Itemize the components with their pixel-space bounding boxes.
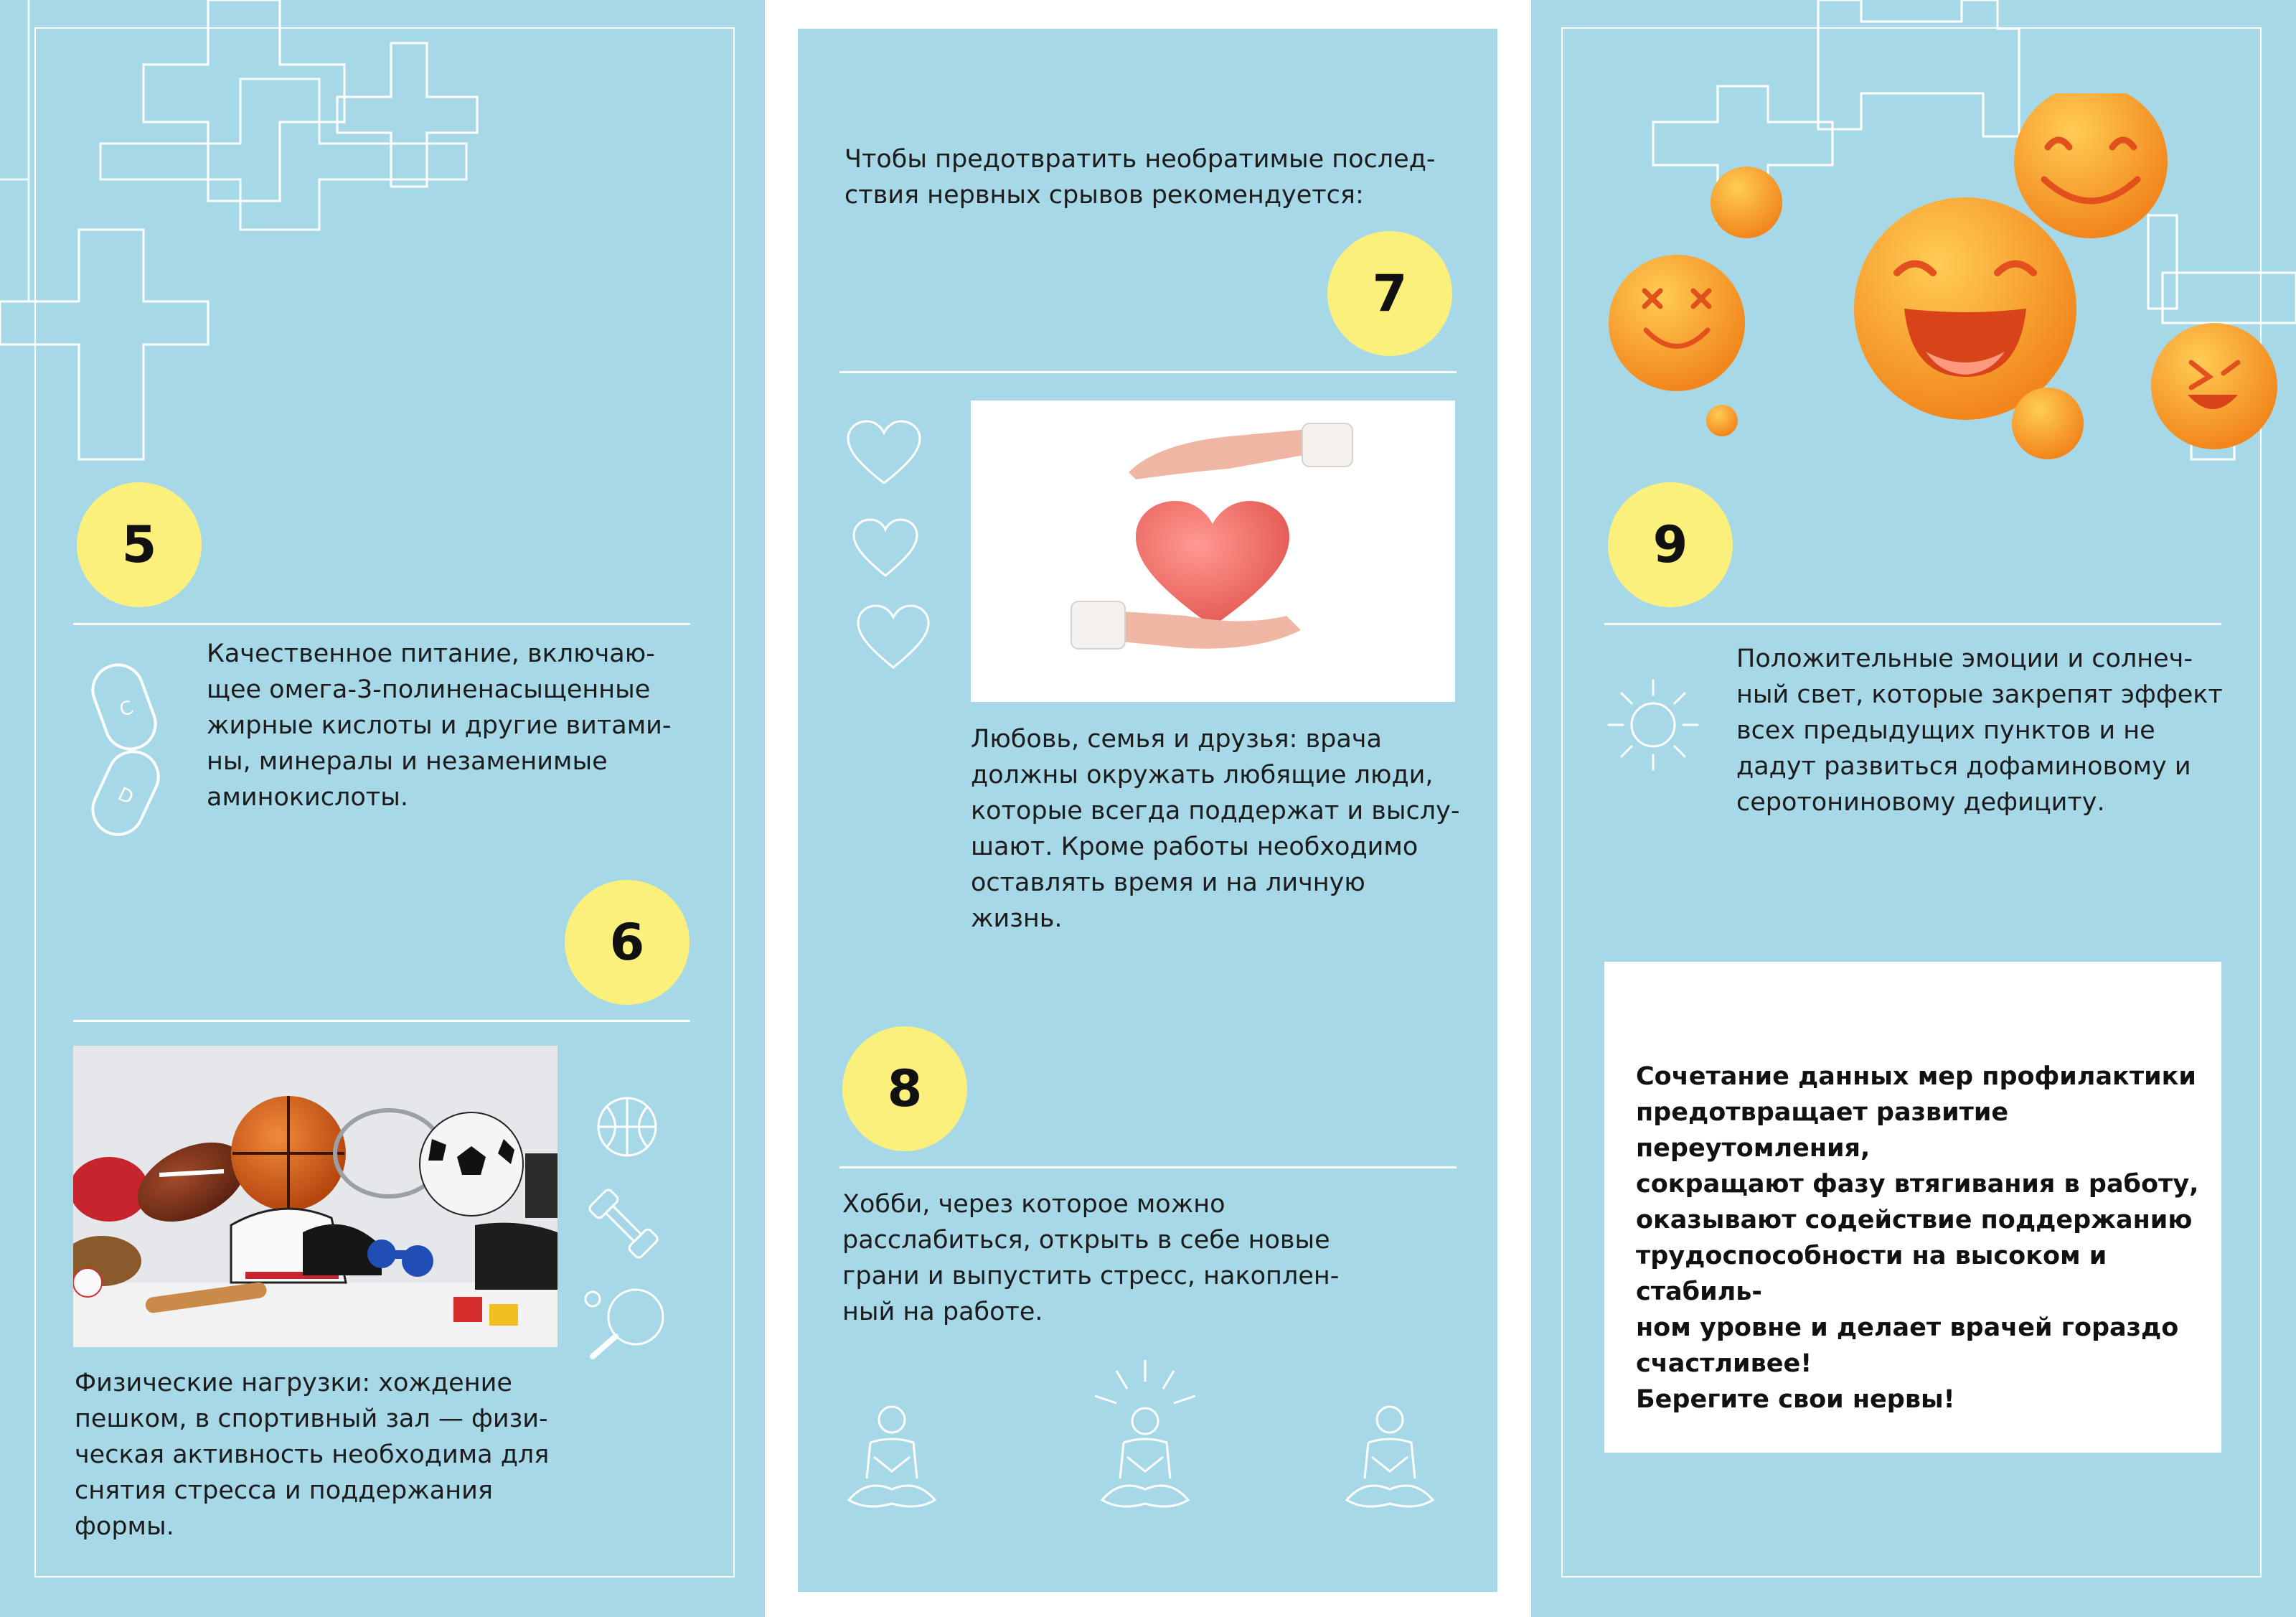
hands-heart-photo [971, 400, 1455, 702]
decorative-plus-icon [0, 0, 765, 488]
item-6-text: Физические нагрузки: хождение пешком, в спортивный зал — физи- ческая активность необходима для снятия стресса и поддержания формы. [75, 1369, 550, 1541]
svg-text:D: D [114, 783, 137, 810]
panel-right [1531, 0, 2296, 1617]
number-badge-7: 7 [1327, 231, 1452, 356]
ping-pong-icon [578, 1285, 672, 1364]
divider-line [73, 623, 690, 625]
number-badge-9: 9 [1608, 482, 1733, 607]
divider-line [1604, 623, 2221, 625]
vitamin-capsules-icon [86, 650, 172, 843]
summary-text: Сочетание данных мер профилактики предотвращает развитие переутомления, сокращают фазу втягивания в работу, оказывают содействие поддержанию трудоспособности на высоком и стабиль- ном уровне и делает врачей гораздо счастливее! Берегите свои нервы! [1636, 1062, 2199, 1414]
divider-line [839, 1166, 1457, 1168]
dumbbell-icon [584, 1184, 663, 1263]
intro-text: Чтобы предотвратить необратимые послед- ствия нервных срывов рекомендуется: [844, 145, 1436, 210]
panel-left [0, 0, 765, 1617]
divider-line [73, 1020, 690, 1022]
heart-icon [850, 517, 921, 581]
meditation-icon [845, 1400, 938, 1522]
sun-icon [1603, 675, 1703, 775]
item-7-text: Любовь, семья и друзья: врача должны окружать любящие люди, которые всегда поддержат и выслу- шают. Кроме работы необходимо оставлять время и на личную жизнь. [971, 725, 1460, 933]
item-8-text: Хобби, через которое можно расслабиться, открыть в себе новые грани и выпустить стресс, накоплен- ный на работе. [842, 1190, 1340, 1326]
number-badge-8: 8 [842, 1026, 967, 1151]
number-badge-6: 6 [565, 880, 690, 1005]
divider-line [839, 371, 1457, 373]
meditation-icon [1343, 1400, 1436, 1522]
basketball-icon [591, 1091, 663, 1163]
meditation-icon [1088, 1356, 1203, 1522]
item-5-text: Качественное питание, включаю- щее омега-3-полиненасыщенные жирные кислоты и другие витами- ны, минералы и незаменимые аминокислоты. [207, 639, 672, 812]
sports-equipment-photo [73, 1046, 557, 1347]
svg-text:C: C [116, 696, 136, 722]
smiling-emoji-balls [1589, 93, 2277, 467]
panel-middle [798, 29, 1497, 1592]
item-9-text: Положительные эмоции и солнеч- ный свет, которые закрепят эффект всех предыдущих пунктов и не дадут развиться дофаминовому и серотониновому дефициту. [1736, 645, 2223, 817]
heart-icon [854, 603, 933, 673]
number-badge-5: 5 [77, 482, 202, 607]
heart-icon [844, 418, 924, 490]
